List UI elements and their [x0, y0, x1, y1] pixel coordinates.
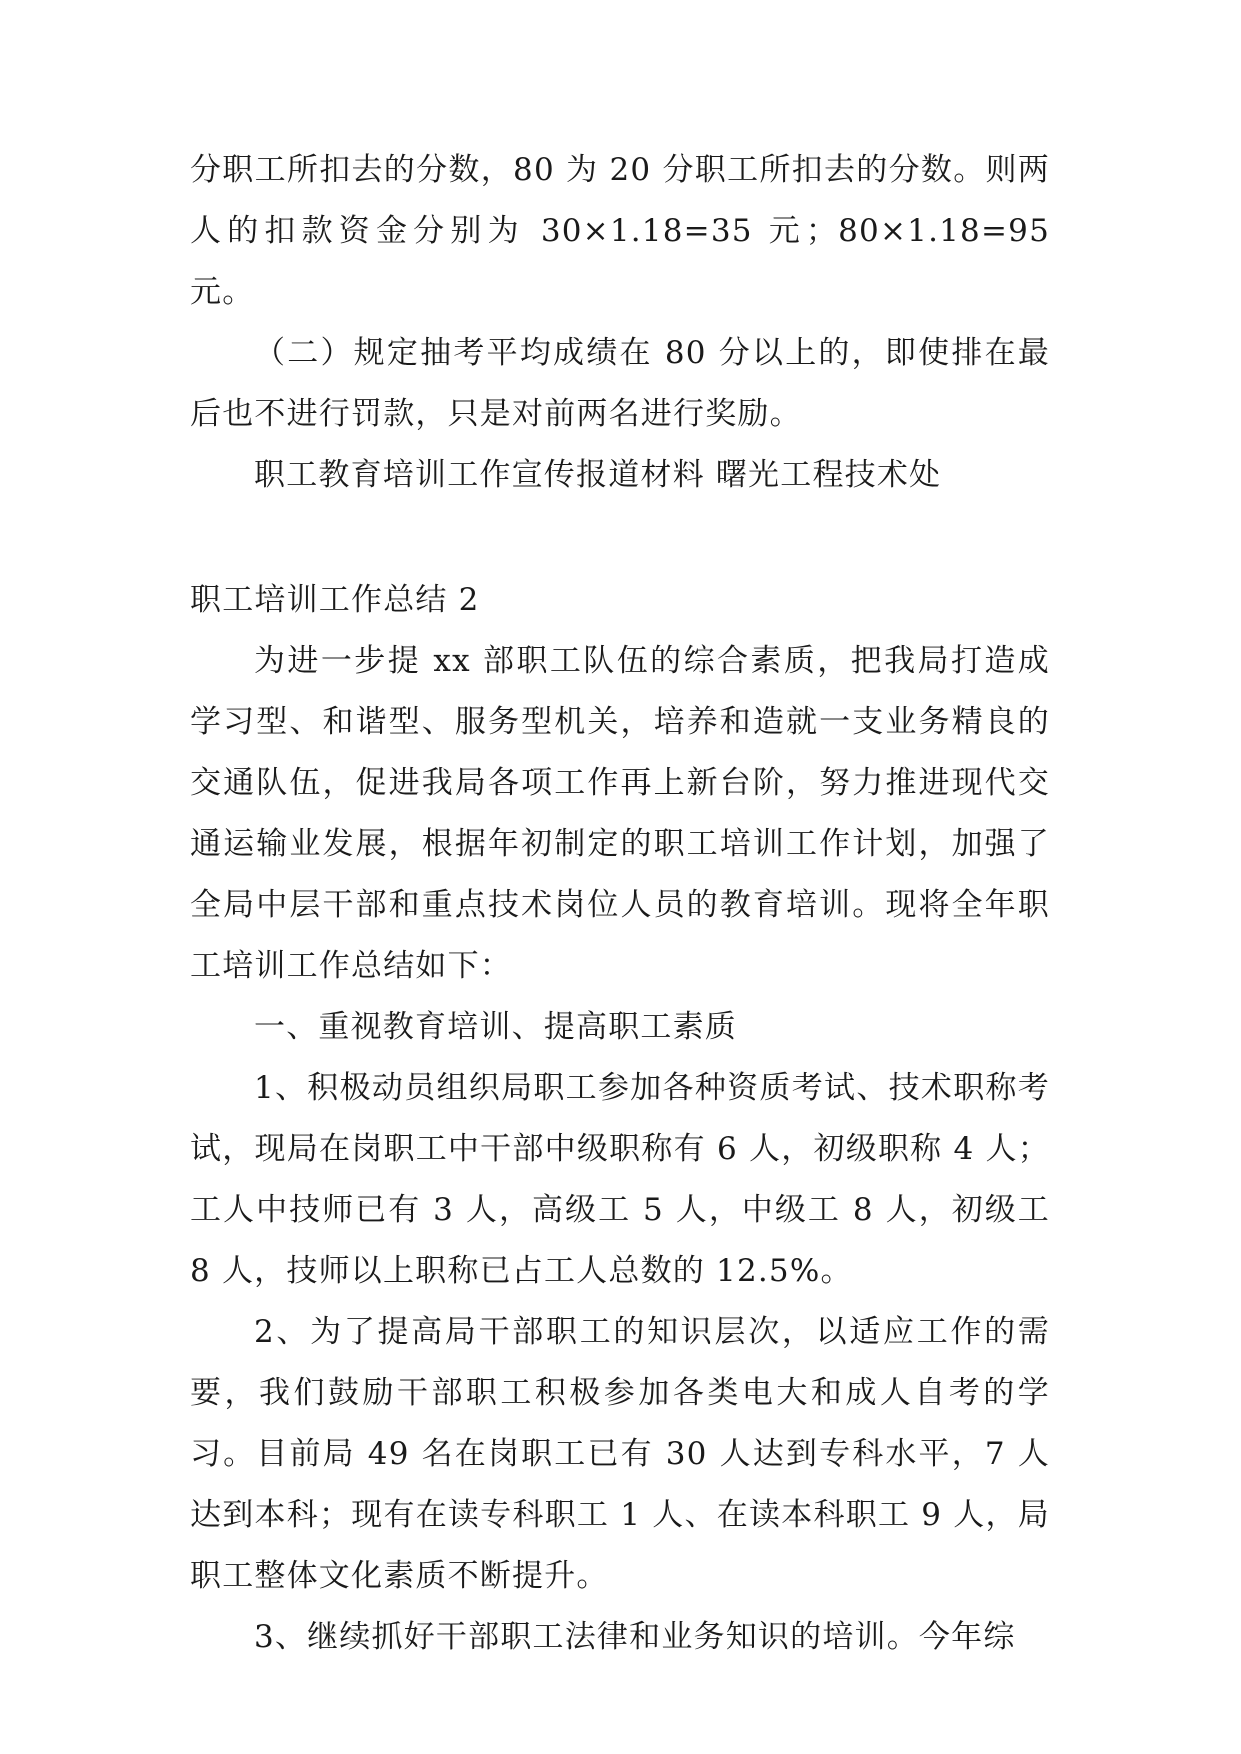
paragraph-item-2: 2、为了提高局干部职工的知识层次，以适应工作的需要，我们鼓励干部职工积极参加各类电大和成人自考的学习。目前局 49 名在岗职工已有 30 人达到专科水平，7 人达到本科；现有在读专科职工 1 人、在读本科职工 9 人，局职工整体文化素质不断提升。	[190, 1314, 1050, 1594]
paragraph-rule-two: （二）规定抽考平均成绩在 80 分以上的，即使排在最后也不进行罚款，只是对前两名进行奖励。	[190, 335, 1050, 432]
paragraph-item-1: 1、积极动员组织局职工参加各种资质考试、技术职称考试，现局在岗职工中干部中级职称有 6 人，初级职称 4 人；工人中技师已有 3 人，高级工 5 人，中级工 8 人，初级工 8 人，技师以上职称已占工人总数的 12.5%。	[190, 1070, 1050, 1289]
section-gap	[190, 506, 1050, 570]
paragraph-introduction: 为进一步提 xx 部职工队伍的综合素质，把我局打造成学习型、和谐型、服务型机关，培养和造就一支业务精良的交通队伍，促进我局各项工作再上新台阶，努力推进现代交通运输业发展，根据年初制定的职工培训工作计划，加强了全局中层干部和重点技术岗位人员的教育培训。现将全年职工培训工作总结如下：	[190, 643, 1050, 984]
paragraph-deduction-calculation: 分职工所扣去的分数，80 为 20 分职工所扣去的分数。则两人的扣款资金分别为 30×1.18=35 元；80×1.18=95 元。	[190, 152, 1050, 310]
paragraph-item-3: 3、继续抓好干部职工法律和业务知识的培训。今年综	[254, 1619, 1016, 1655]
paragraph-section-one-title: 一、重视教育培训、提高职工素质	[254, 1009, 737, 1045]
section-heading: 职工培训工作总结 2	[190, 582, 480, 618]
document-body	[190, 140, 1050, 1668]
paragraph-report-source: 职工教育培训工作宣传报道材料 曙光工程技术处	[254, 457, 942, 493]
